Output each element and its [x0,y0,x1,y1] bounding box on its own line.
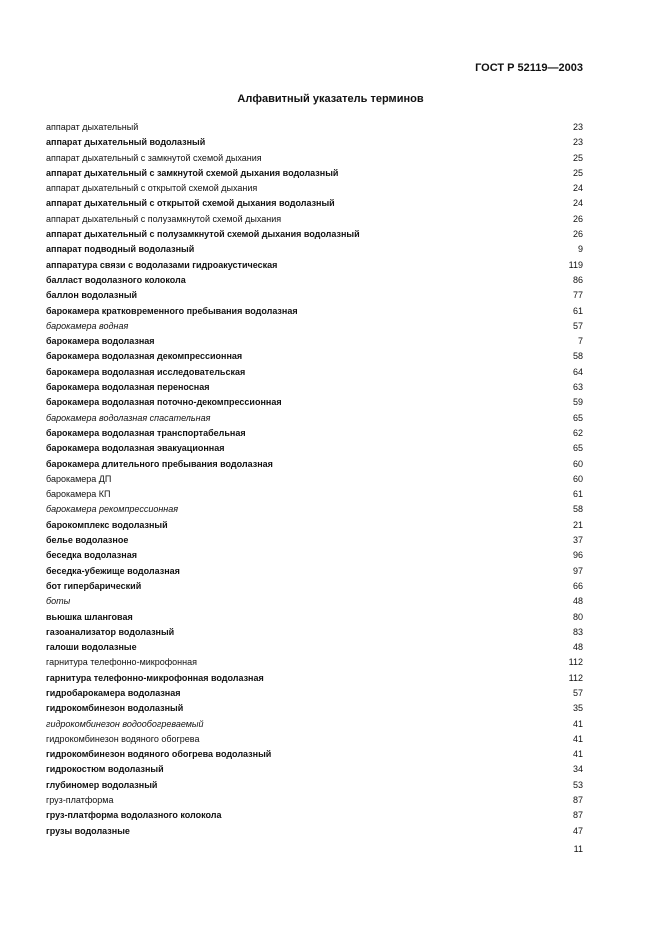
index-entry [46,671,583,686]
index-page-ref: 26 [572,229,583,240]
index-term: барокамера ДП [46,473,112,484]
index-term: беседка-убежище водолазная [46,565,180,576]
index-entry [46,594,583,609]
index-page-ref: 24 [572,198,583,209]
index-entry [46,349,583,364]
index-page-ref: 48 [572,642,583,653]
index-entry [46,319,583,334]
index-entry [46,625,583,640]
index-term: грузы водолазные [46,825,130,836]
index-entry [46,778,583,793]
index-page-ref: 61 [572,305,583,316]
index-page-ref: 37 [572,535,583,546]
index-entry [46,334,583,349]
index-entry [46,640,583,655]
index-term: вьюшка шланговая [46,611,133,622]
index-term: гидрокомбинезон водяного обогрева [46,733,200,744]
index-entry [46,426,583,441]
index-entry [46,380,583,395]
index-term: глубиномер водолазный [46,779,158,790]
index-entry [46,273,583,288]
index-page-ref: 83 [572,626,583,637]
index-term: аппарат дыхательный с замкнутой схемой дыхания [46,152,262,163]
index-term: барокамера водолазная декомпрессионная [46,351,243,362]
standard-code: ГОСТ Р 52119—2003 [475,62,583,74]
index-entry [46,304,583,319]
index-page-ref: 112 [568,657,583,668]
index-page-ref: 62 [572,427,583,438]
index-entry [46,227,583,242]
index-page-ref: 87 [572,795,583,806]
index-page-ref: 24 [572,183,583,194]
index-term: аппарат дыхательный [46,122,139,132]
index-term: балласт водолазного колокола [46,274,186,285]
index-entry [46,824,583,839]
index-page-ref: 65 [572,443,583,454]
index-page-ref: 87 [572,810,583,821]
index-page-ref: 23 [572,137,583,148]
index-term: груз-платформа водолазного колокола [46,810,222,821]
index-page-ref: 64 [572,366,583,377]
index-page-ref: 58 [572,351,583,362]
index-page-ref: 35 [572,703,583,714]
index-term: барокамера КП [46,489,111,500]
index-term: аппарат дыхательный с полузамкнутой схемой дыхания [46,213,282,224]
index-entry [46,548,583,563]
index-term: барокамера длительного пребывания водолазная [46,458,273,469]
index-page-ref: 21 [572,519,583,530]
index-page-ref: 77 [572,290,583,301]
index-term: газоанализатор водолазный [46,626,175,637]
index-entry [46,120,583,135]
index-term: гарнитура телефонно-микрофонная [46,657,197,668]
index-entry [46,502,583,517]
index-page-ref: 26 [572,213,583,224]
index-term: аппарат дыхательный с полузамкнутой схемой дыхания водолазный [46,229,360,240]
index-term: аппарат дыхательный с открытой схемой дыхания водолазный [46,198,335,209]
index-entry [46,701,583,716]
index-page-ref: 41 [572,718,583,729]
index-page-ref: 48 [572,596,583,607]
index-term: белье водолазное [46,535,129,546]
index-page-ref: 57 [572,687,583,698]
index-term: гидрокомбинезон водообогреваемый [46,718,204,729]
index-term: баллон водолазный [46,290,138,301]
index-term: бот гипербарический [46,580,142,591]
index-entry [46,258,583,273]
index-page-ref: 57 [572,320,583,331]
index-entry [46,518,583,533]
index-term: барокамера водолазная транспортабельная [46,427,246,438]
index-page-ref: 25 [572,167,583,178]
index-page-ref: 53 [572,779,583,790]
index-page-ref: 65 [572,412,583,423]
index-term: аппарат дыхательный водолазный [46,137,206,148]
index-term: гидрокомбинезон водяного обогрева водолазный [46,749,272,760]
index-page-ref: 59 [572,397,583,408]
index-term: аппаратура связи с водолазами гидроакустическая [46,259,278,270]
index-entry [46,365,583,380]
index-entry [46,564,583,579]
index-entry [46,472,583,487]
index-entry [46,579,583,594]
index-entry [46,762,583,777]
index-term: груз-платформа [46,795,114,806]
index-term: барокамера кратковременного пребывания водолазная [46,305,298,316]
index-page-ref: 86 [572,274,583,285]
index-page-ref: 97 [572,565,583,576]
index-entry [46,717,583,732]
page-title: Алфавитный указатель терминов [237,93,424,105]
index-term: барокамера водолазная [46,336,155,347]
index-page-ref: 63 [572,382,583,393]
index-term: барокамера рекомпрессионная [46,504,179,515]
index-page-ref: 61 [572,489,583,500]
index-page-ref: 34 [572,764,583,775]
index-entry [46,441,583,456]
index-entry [46,610,583,625]
index-page-ref: 9 [577,244,583,255]
index-term: барокамера водная [46,320,129,331]
index-entry [46,655,583,670]
index-entry [46,212,583,227]
index-term: барокамера водолазная эвакуационная [46,443,225,454]
index-entry [46,533,583,548]
index-page-ref: 96 [572,550,583,561]
index-term: гидробарокамера водолазная [46,687,181,698]
index-entry [46,288,583,303]
index-entry [46,793,583,808]
index-entry [46,808,583,823]
index-page-ref: 112 [568,672,583,683]
index-page-ref: 41 [572,749,583,760]
index-term: барокомплекс водолазный [46,519,168,530]
index-page-ref: 41 [572,733,583,744]
index-term: гарнитура телефонно-микрофонная водолазная [46,672,264,683]
index-term: барокамера водолазная переносная [46,382,210,393]
index-page-ref: 25 [572,152,583,163]
index-entry [46,196,583,211]
index-entry [46,151,583,166]
index-term: гидрокостюм водолазный [46,764,164,775]
index-term: боты [46,596,71,607]
index-term: барокамера водолазная исследовательская [46,366,246,377]
index-term: аппарат дыхательный с замкнутой схемой дыхания водолазный [46,167,339,178]
index-page-ref: 66 [572,580,583,591]
index-term: галоши водолазные [46,642,137,653]
index-term: барокамера водолазная поточно-декомпрессионная [46,397,282,408]
index-entry [46,411,583,426]
index-term: гидрокомбинезон водолазный [46,703,184,714]
index-page-ref: 80 [572,611,583,622]
index-entry [46,395,583,410]
index-page-ref: 7 [577,336,583,347]
page-number: 11 [573,844,583,854]
index-term: аппарат дыхательный с открытой схемой дыхания [46,183,258,194]
index-entry [46,181,583,196]
index-page-ref: 58 [572,504,583,515]
term-index-list [46,120,583,839]
index-entry [46,242,583,257]
index-page-ref: 60 [572,458,583,469]
index-page-ref: 119 [568,259,583,270]
index-entry [46,135,583,150]
index-entry [46,166,583,181]
index-term: беседка водолазная [46,550,137,561]
index-entry [46,686,583,701]
index-entry [46,747,583,762]
index-page-ref: 23 [572,122,583,132]
index-entry [46,457,583,472]
index-entry [46,487,583,502]
index-page-ref: 47 [572,825,583,836]
index-page-ref: 60 [572,473,583,484]
index-term: аппарат подводный водолазный [46,244,195,255]
index-entry [46,732,583,747]
index-term: барокамера водолазная спасательная [46,412,211,423]
